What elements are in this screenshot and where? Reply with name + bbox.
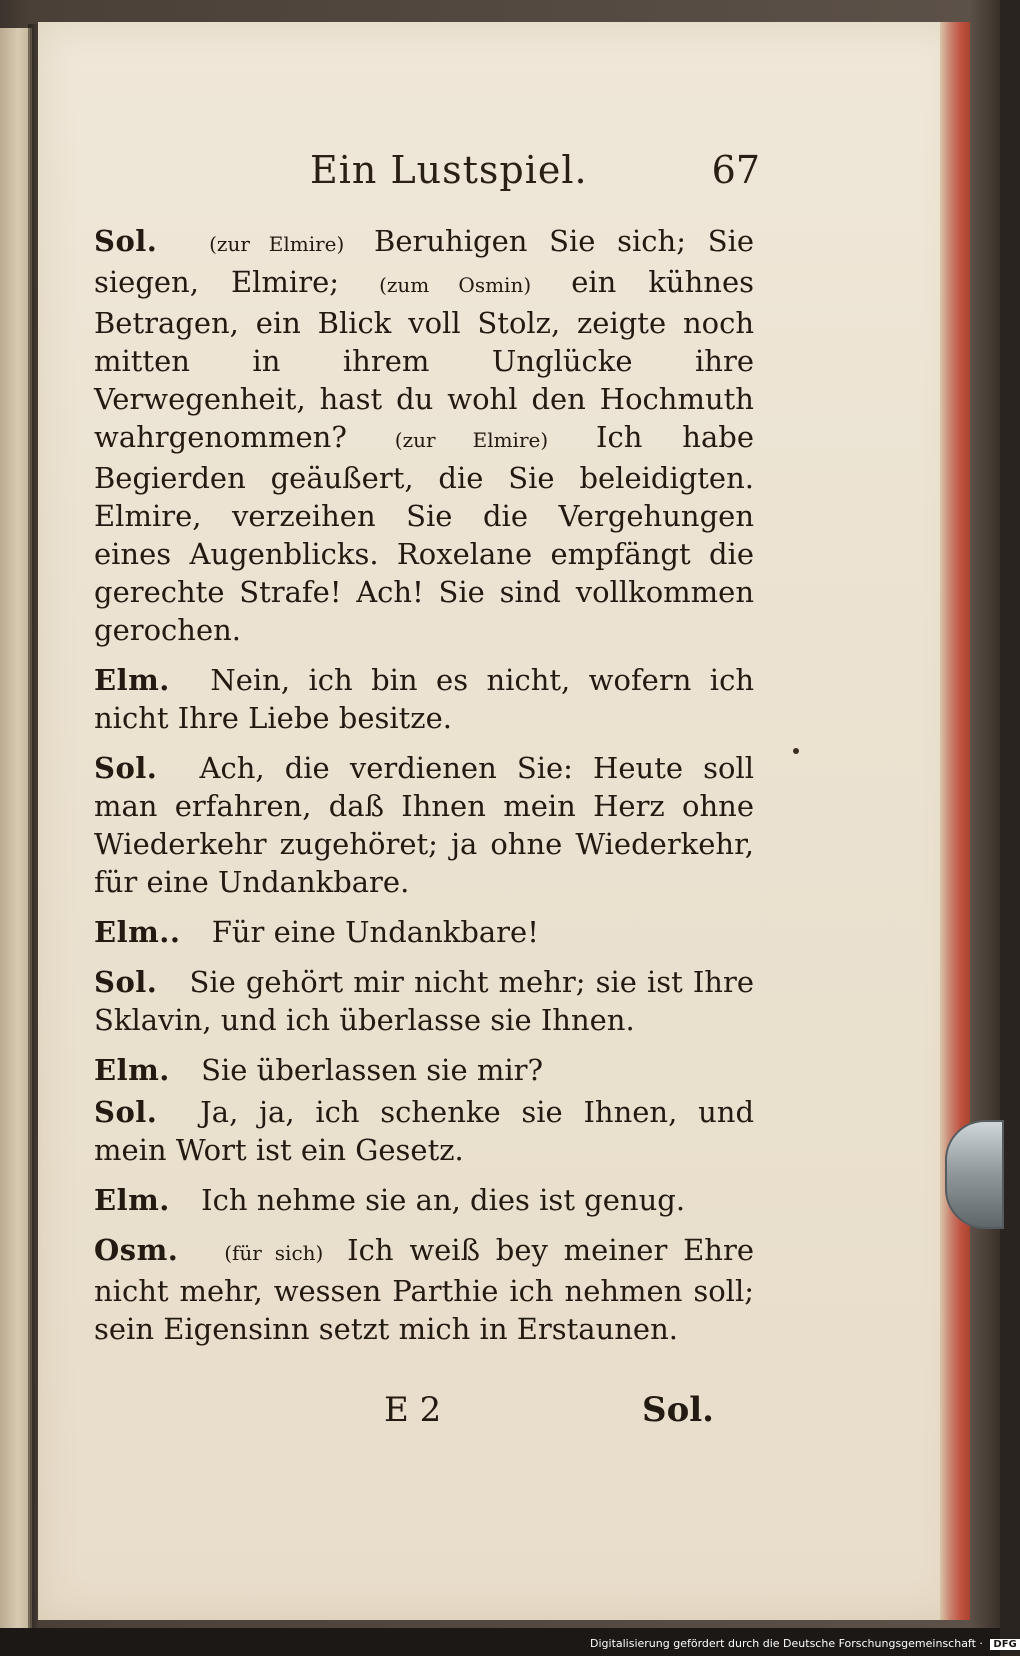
page-footer [94, 1390, 714, 1440]
speaker-label: Elm. [94, 1183, 170, 1217]
speech-sol-2 [94, 749, 754, 901]
speech-elm-3 [94, 1051, 754, 1089]
speaker-label: Sol. [94, 224, 158, 258]
speech-sol-3 [94, 963, 754, 1039]
speaker-label: Sol. [94, 751, 158, 785]
credit-text: Digitalisierung gefördert durch die Deutsche Forschungsgemeinschaft · [590, 1637, 983, 1650]
speech-elm-2 [94, 913, 754, 951]
speaker-label: Sol. [94, 1095, 158, 1129]
red-page-edge [940, 22, 970, 1620]
speech-text: ein kühnes Betragen, ein Blick voll Stolz, zeigte noch mitten in ihrem Unglücke ihre Verwegenheit, hast du wohl den Hochmuth wahrgenommen? [94, 265, 754, 454]
speech-text: Ach, die verdienen Sie: Heute soll man erfahren, daß Ihnen mein Herz ohne Wiederkehr zugehöret; ja ohne Wiederkehr, für eine Undankbare. [94, 751, 755, 899]
speech-text: Für eine Undankbare! [211, 915, 539, 949]
speech-text: Sie überlassen sie mir? [201, 1053, 544, 1087]
speech-elm-4 [94, 1181, 754, 1219]
speech-text: Ich habe Begierden geäußert, die Sie beleidigten. Elmire, verzeihen Sie die Vergehungen eines Augenblicks. Roxelane empfängt die gerechte Strafe! Ach! Sie sind vollkommen gerochen. [94, 420, 754, 647]
catchword: Sol. [642, 1390, 714, 1430]
speech-text: Ich nehme sie an, dies ist genug. [201, 1183, 686, 1217]
page-clip [945, 1120, 1004, 1229]
speech-elm-1 [94, 661, 754, 737]
ink-speck [793, 748, 799, 754]
sheet-signature: E 2 [384, 1390, 442, 1430]
running-head: Ein Lustspiel. [310, 148, 588, 192]
speech-text: Beruhigen Sie sich; Sie siegen, Elmire; [94, 224, 755, 299]
speaker-label: Elm.. [94, 915, 181, 949]
speaker-label: Osm. [94, 1233, 179, 1267]
speech-osm-1 [94, 1231, 754, 1348]
speaker-label: Sol. [94, 965, 158, 999]
speech-text: Ich weiß bey meiner Ehre nicht mehr, wessen Parthie ich nehmen soll; sein Eigensinn setzt mich in Erstaunen. [94, 1233, 754, 1346]
digitization-credit [590, 1637, 1017, 1655]
stage-direction: (für sich) [224, 1241, 324, 1265]
stage-direction: (zum Osmin) [379, 273, 532, 297]
page-number: 67 [711, 148, 760, 192]
stage-direction: (zur Elmire) [394, 428, 549, 452]
stage-direction: (zur Elmire) [209, 232, 345, 256]
speech-text: Ja, ja, ich schenke sie Ihnen, und mein Wort ist ein Gesetz. [94, 1095, 755, 1167]
speech-text: Sie gehört mir nicht mehr; sie ist Ihre Sklavin, und ich überlasse sie Ihnen. [94, 965, 754, 1037]
speaker-label: Elm. [94, 1053, 170, 1087]
dfg-logo: DFG [990, 1639, 1019, 1650]
page-header [310, 148, 760, 208]
speaker-label: Elm. [94, 663, 170, 697]
dialogue-text [94, 222, 754, 1360]
speech-sol-4 [94, 1093, 754, 1169]
speech-sol-1 [94, 222, 754, 649]
speech-text: Nein, ich bin es nicht, wofern ich nicht Ihre Liebe besitze. [94, 663, 755, 735]
